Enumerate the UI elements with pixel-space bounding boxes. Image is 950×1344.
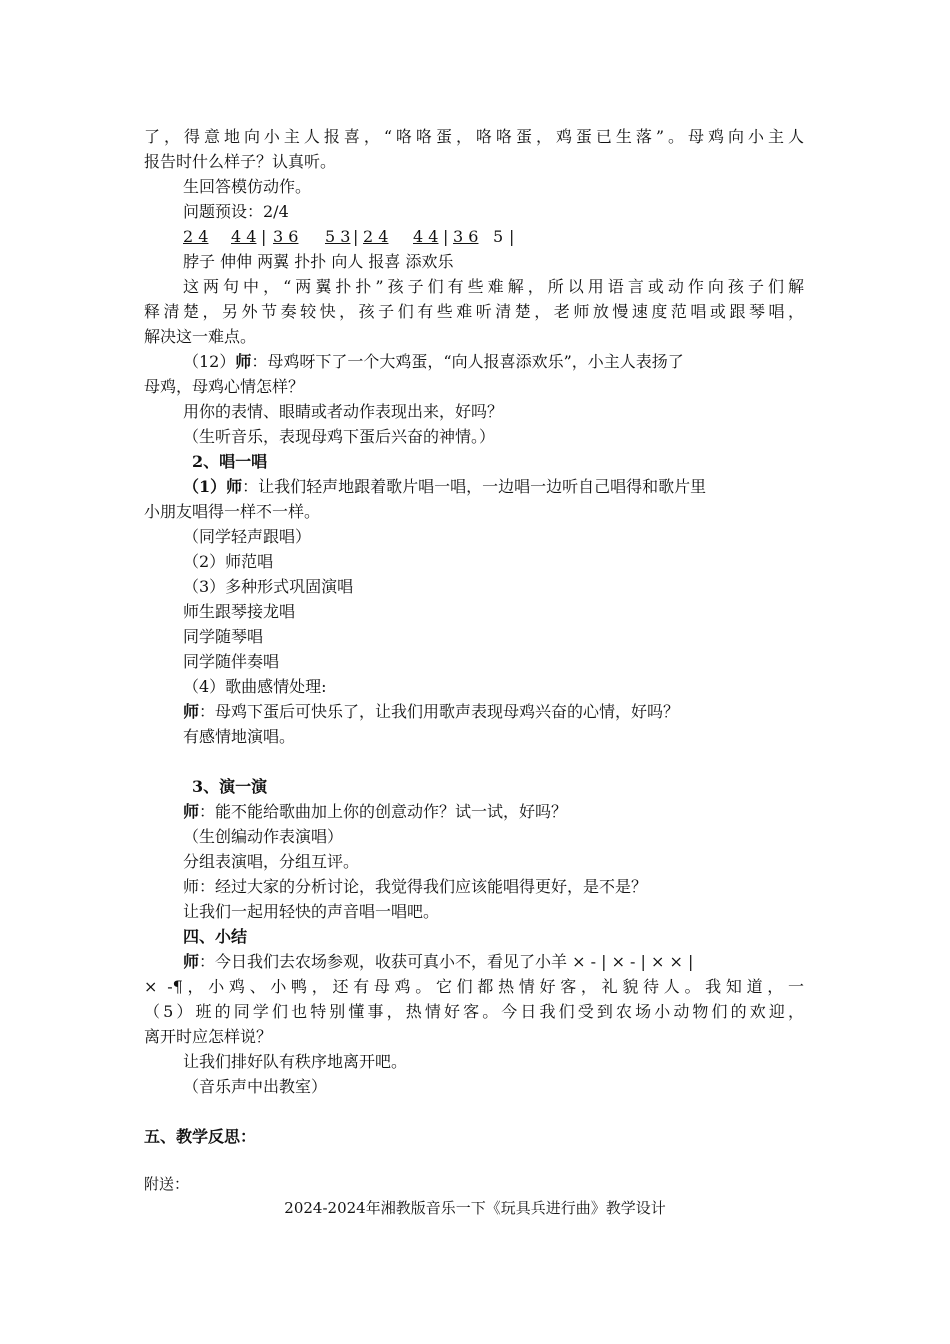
teacher-label: 师: [183, 702, 200, 721]
line-text: ：母鸡下蛋后可快乐了，让我们用歌声表现母鸡兴奋的心情，好吗？: [199, 702, 680, 721]
item-number: （12）: [183, 352, 236, 371]
notation-group: 5: [493, 227, 504, 246]
bar-line: |: [261, 227, 267, 246]
text-line: （2）师范唱: [183, 552, 274, 571]
section-heading: 2、唱一唱: [192, 452, 268, 471]
text-line: 附送：: [144, 1175, 190, 1193]
text-line: 报告时什么样子？认真听。: [144, 152, 337, 171]
text-line: 让我们排好队有秩序地离开吧。: [183, 1052, 408, 1071]
text-line: 分组表演唱，分组互评。: [183, 852, 360, 871]
text-line: 同学随琴唱: [183, 627, 264, 646]
text-line: 释清楚，另外节奏较快，孩子们有些难听清楚，老师放慢速度范唱或跟琴唱，: [144, 302, 804, 321]
notation-group: 3 6: [453, 227, 479, 246]
text-line: 了，得意地向小主人报喜，“咯咯蛋，咯咯蛋，鸡蛋已生落”。母鸡向小主人: [144, 127, 804, 146]
lyrics-line: 脖子 伸伸 两翼 扑扑 向人 报喜 添欢乐: [183, 252, 454, 271]
text-line: 有感情地演唱。: [183, 727, 296, 746]
text-line: （音乐声中出教室）: [183, 1077, 328, 1096]
notation-group: 2 4: [183, 227, 209, 246]
line-text: ：母鸡呀下了一个大鸡蛋，“向人报喜添欢乐”，小主人表扬了: [251, 352, 684, 371]
notation-group: 5 3: [325, 227, 351, 246]
teacher-label: 师: [226, 477, 243, 496]
text-line: （生听音乐，表现母鸡下蛋后兴奋的神情。）: [183, 427, 496, 446]
text-line: [183, 800, 567, 824]
text-line: 用你的表情、眼睛或者动作表现出来，好吗？: [183, 402, 504, 421]
text-line: 师生跟琴接龙唱: [183, 602, 296, 621]
text-line: 这两句中，“两翼扑扑”孩子们有些难解，所以用语言或动作向孩子们解: [183, 277, 804, 296]
text-line: 离开时应怎样说？: [144, 1027, 273, 1046]
bar-line: |: [509, 227, 515, 246]
text-line: [183, 950, 804, 974]
text-line: 生回答模仿动作。: [183, 177, 312, 196]
line-text: ：今日我们去农场参观，收获可真小不，看见了小羊 × - | × - | × × |: [199, 952, 694, 971]
text-line: 问题预设：2/4: [183, 202, 289, 221]
bar-line: |: [353, 227, 359, 246]
teacher-label: 师: [183, 802, 200, 821]
line-text: ：能不能给歌曲加上你的创意动作？试一试，好吗？: [199, 802, 568, 821]
text-line: （4）歌曲感情处理:: [183, 677, 327, 696]
document-title: 2024-2024年湘教版音乐一下《玩具兵进行曲》教学设计: [284, 1199, 666, 1217]
notation-group: 4 4: [413, 227, 439, 246]
text-line: （同学轻声跟唱）: [183, 527, 312, 546]
notation-group: 4 4: [231, 227, 257, 246]
notation-group: 3 6: [273, 227, 299, 246]
text-line: （5）班的同学们也特别懂事，热情好客。今日我们受到农场小动物们的欢迎，: [144, 1002, 804, 1021]
text-line: 小朋友唱得一样不一样。: [144, 502, 321, 521]
teacher-label: 师: [235, 352, 252, 371]
section-heading: 五、教学反思：: [144, 1127, 257, 1146]
text-line: （3）多种形式巩固演唱: [183, 577, 354, 596]
text-line: [183, 475, 804, 499]
text-line: 解决这一难点。: [144, 327, 257, 346]
text-line: 同学随伴奏唱: [183, 652, 280, 671]
text-line: [183, 700, 679, 724]
text-line: × -¶，小鸡、小鸭，还有母鸡。它们都热情好客，礼貌待人。我知道，一: [144, 977, 804, 996]
section-heading: 四、小结: [183, 927, 248, 946]
notation-group: 2 4: [363, 227, 389, 246]
text-line: [183, 350, 804, 374]
text-line: 母鸡，母鸡心情怎样？: [144, 377, 305, 396]
bar-line: |: [443, 227, 449, 246]
music-notation: [183, 225, 583, 249]
section-heading: 3、演一演: [192, 777, 268, 796]
text-line: 师：经过大家的分析讨论，我觉得我们应该能唱得更好，是不是？: [183, 877, 648, 896]
text-line: 让我们一起用轻快的声音唱一唱吧。: [183, 902, 440, 921]
line-text: ：让我们轻声地跟着歌片唱一唱，一边唱一边听自己唱得和歌片里: [242, 477, 707, 496]
teacher-label: 师: [183, 952, 200, 971]
item-number: （1）: [183, 477, 227, 496]
text-line: （生创编动作表演唱）: [183, 827, 344, 846]
